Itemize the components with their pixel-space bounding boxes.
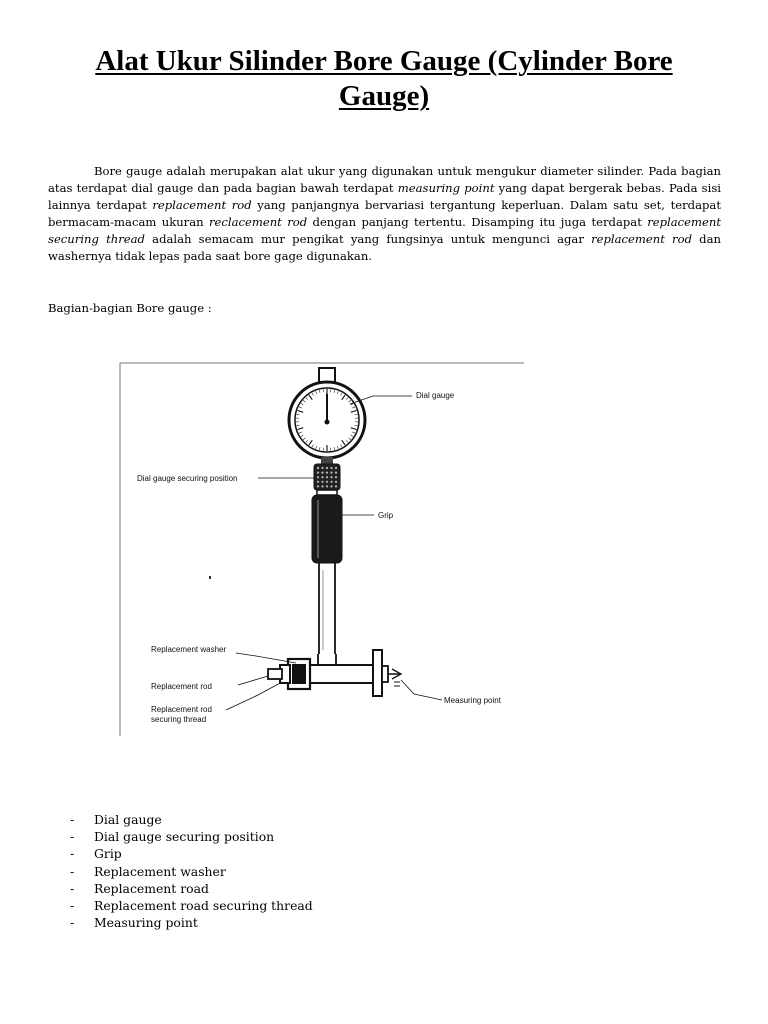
label-grip: Grip — [378, 511, 394, 520]
replacement-rod-tip — [268, 669, 282, 679]
head-flange — [373, 650, 382, 696]
knurl-dot — [326, 472, 328, 474]
knurl-dot — [335, 485, 337, 487]
knurl-dot — [321, 481, 323, 483]
measuring-point-holder — [382, 666, 388, 682]
leader-measuring-point — [401, 680, 442, 700]
knurl-dot — [321, 485, 323, 487]
grip — [312, 495, 342, 563]
intro-text-run: yang panjangnya bervariasi tergantung keperluan. Dalam satu set, terdapat bermacam-macam ukuran — [48, 198, 721, 229]
measuring-head — [268, 650, 401, 696]
dial-needle-hub — [325, 420, 330, 425]
leader-thread — [226, 682, 282, 710]
dial-neck — [321, 457, 333, 464]
list-item-label: Replacement road securing thread — [94, 898, 313, 914]
intro-text-run: dengan panjang tertentu. Disamping itu juga terdapat — [307, 215, 648, 229]
knurl-dot — [330, 485, 332, 487]
dial-gauge — [289, 368, 365, 464]
intro-text-run: dan washernya tidak lepas pada saat bore gage digunakan. — [48, 232, 721, 263]
knurl-dot — [317, 485, 319, 487]
list-item — [70, 845, 313, 862]
list-item-label: Replacement road — [94, 880, 209, 896]
washer-inner — [292, 664, 306, 684]
intro-italic-term: replacement rod — [591, 232, 692, 246]
measuring-point-hatch — [394, 682, 400, 686]
stray-mark — [209, 576, 211, 579]
parts-heading: Bagian-bagian Bore gauge : — [48, 301, 212, 315]
list-item — [70, 828, 313, 845]
grip-body — [312, 495, 342, 563]
knurl-dot — [335, 472, 337, 474]
label-securing-position: Dial gauge securing position — [137, 474, 238, 483]
list-item — [70, 863, 313, 880]
label-rod: Replacement rod — [151, 682, 212, 691]
list-item-label: Measuring point — [94, 915, 198, 931]
knurl-dot — [326, 485, 328, 487]
intro-italic-term: measuring point — [397, 181, 495, 195]
knurl-dot — [317, 467, 319, 469]
intro-text-run: yang dapat bergerak bebas. Pada sisi lainnya terdapat — [48, 181, 721, 212]
securing-collar — [314, 464, 340, 495]
label-thread-line2: securing thread — [151, 715, 207, 724]
list-marker: - — [70, 898, 75, 914]
list-item-label: Grip — [94, 846, 122, 862]
knurl-dot — [326, 467, 328, 469]
list-marker: - — [70, 915, 75, 931]
intro-paragraph — [48, 163, 721, 265]
list-marker: - — [70, 812, 75, 827]
parts-list — [70, 811, 313, 931]
list-item — [70, 914, 313, 931]
knurl-dot — [330, 476, 332, 478]
list-marker: - — [70, 829, 75, 845]
list-item — [70, 880, 313, 897]
knurl-dot — [330, 481, 332, 483]
knurl-dot — [330, 472, 332, 474]
knurl-dot — [335, 481, 337, 483]
shaft — [319, 563, 335, 654]
list-marker: - — [70, 863, 75, 879]
label-measuring-point: Measuring point — [444, 696, 501, 705]
knurl-dot — [317, 476, 319, 478]
label-dial-gauge: Dial gauge — [416, 391, 455, 400]
list-item — [70, 811, 313, 828]
leader-rod — [238, 676, 268, 685]
knurl-dot — [317, 481, 319, 483]
intro-italic-term: replacement rod — [152, 198, 252, 212]
label-thread-line1: Replacement rod — [151, 705, 212, 714]
intro-italic-term: reclacement rod — [208, 215, 308, 229]
knurl-dot — [321, 472, 323, 474]
knurl-dot — [335, 467, 337, 469]
knurl-dot — [317, 472, 319, 474]
intro-text-run: adalah semacam mur pengikat yang fungsinya untuk mengunci agar — [144, 232, 592, 246]
list-marker: - — [70, 846, 75, 862]
bore-gauge-diagram — [118, 360, 524, 736]
label-washer: Replacement washer — [151, 645, 227, 654]
list-item-label: Dial gauge — [94, 812, 162, 827]
bore-gauge-figure — [118, 360, 524, 736]
knurl-dot — [335, 476, 337, 478]
dial-stem-knob — [319, 368, 335, 382]
list-item — [70, 897, 313, 914]
intro-italic-term: replacement securing thread — [48, 215, 721, 246]
intro-text-run: Bore gauge adalah merupakan alat ukur yang digunakan untuk mengukur diameter silinder. Pada bagian atas terdapat dial gauge dan pada bagian bawah terdapat — [48, 164, 721, 195]
list-item-label: Dial gauge securing position — [94, 829, 275, 845]
knurl-dot — [326, 476, 328, 478]
knurl-dot — [321, 467, 323, 469]
knurl-dot — [321, 476, 323, 478]
page-title: Alat Ukur Silinder Bore Gauge (Cylinder Bore Gauge) — [95, 45, 673, 112]
securing-collar-ring — [317, 490, 337, 495]
list-marker: - — [70, 880, 75, 896]
list-item-label: Replacement washer — [94, 863, 226, 879]
knurl-dot — [326, 481, 328, 483]
knurl-dot — [330, 467, 332, 469]
